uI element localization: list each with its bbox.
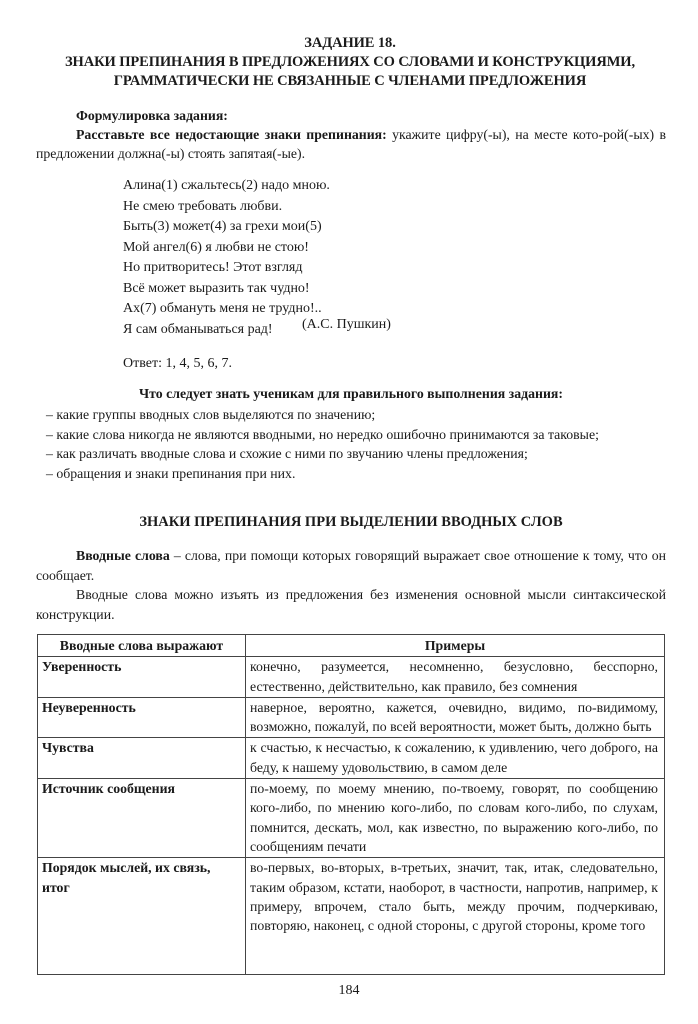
- table-row: [38, 657, 665, 698]
- row-examples: к счастью, к несчастью, к сожалению, к удивлению, чего доброго, на беду, к нашему удовольствию, в самом деле: [246, 738, 665, 779]
- introductory-words-table: [37, 634, 665, 975]
- poem-line: Я сам обманываться рад!: [123, 321, 273, 337]
- row-category: Порядок мыслей, их связь, итог: [38, 858, 246, 975]
- table-row: [38, 858, 665, 975]
- answer: Ответ: 1, 4, 5, 6, 7.: [123, 356, 232, 371]
- knowledge-item: – обращения и знаки препинания при них.: [46, 465, 296, 481]
- table-row: [38, 779, 665, 858]
- section-definition: [36, 546, 666, 624]
- row-category: Чувства: [38, 738, 246, 779]
- poem-line: Алина(1) сжальтесь(2) надо мною.: [123, 178, 330, 193]
- table-header-row: [38, 635, 665, 657]
- definition-term: Вводные слова: [76, 548, 170, 563]
- definition-text: – слова, при помощи которых говорящий выражает свое отношение к тому, что он сообщает.: [36, 548, 666, 583]
- column-header-category: Вводные слова выражают: [38, 635, 246, 657]
- row-examples: наверное, вероятно, кажется, очевидно, видимо, по-видимому, возможно, пожалуй, по всей вероятности, может быть, должно быть: [246, 697, 665, 738]
- table-row: [38, 697, 665, 738]
- poem-line: Не смею требовать любви.: [123, 198, 283, 214]
- row-category: Уверенность: [38, 657, 246, 698]
- table-row: [38, 738, 665, 779]
- definition-note: Вводные слова можно изъять из предложения без изменения основной мысли синтаксической конструкции.: [36, 587, 666, 622]
- knowledge-item: – какие группы вводных слов выделяются по значению;: [46, 407, 376, 422]
- knowledge-item: – какие слова никогда не являются вводными, но нередко ошибочно принимаются за таковые;: [46, 426, 599, 442]
- poem-line: Ах(7) обмануть меня не трудно!..: [123, 301, 322, 316]
- task-instruction: [36, 125, 666, 163]
- knowledge-list: [36, 405, 666, 483]
- page-title-line-2: ГРАММАТИЧЕСКИ НЕ СВЯЗАННЫЕ С ЧЛЕНАМИ ПРЕДЛОЖЕНИЯ: [113, 73, 587, 89]
- row-category: Источник сообщения: [38, 779, 246, 858]
- poem-line: Но притворитесь! Этот взгляд: [123, 260, 303, 275]
- page-title-line-1: ЗНАКИ ПРЕПИНАНИЯ В ПРЕДЛОЖЕНИЯХ СО СЛОВАМИ И КОНСТРУКЦИЯМИ,: [64, 54, 636, 70]
- row-category: Неуверенность: [38, 697, 246, 738]
- column-header-examples: Примеры: [246, 635, 665, 657]
- knowledge-item: – как различать вводные слова и схожие с ними по звучанию члены предложения;: [46, 446, 528, 461]
- task-instruction-text: укажите цифру(-ы), на месте кото-рой(-ых) в предложении должна(-ы) стоять запятая(-ые).: [36, 127, 666, 161]
- page-number: 184: [338, 983, 360, 998]
- task-instruction-bold: Расставьте все недостающие знаки препинания:: [76, 127, 387, 142]
- poem-line: Мой ангел(6) я любви не стою!: [123, 239, 309, 255]
- poem: [123, 176, 330, 340]
- row-examples: во-первых, во-вторых, в-третьих, значит, так, итак, следовательно, таким образом, кстати, наоборот, в частности, напротив, например, к примеру, впрочем, стало быть, между прочим, подчеркиваю, повторяю, наконец, с одной стороны, с другой стороны, кроме того: [246, 858, 665, 975]
- poem-author: (А.С. Пушкин): [302, 317, 391, 332]
- poem-line: Быть(3) может(4) за грехи мои(5): [123, 219, 322, 234]
- row-examples: конечно, разумеется, несомненно, безусловно, бесспорно, естественно, действительно, как правило, без сомнения: [246, 657, 665, 698]
- row-examples: по-моему, по моему мнению, по-твоему, говорят, по сообщению кого-либо, по мнению кого-либо, по словам кого-либо, по слухам, помнится, дескать, мол, как известно, по выражению кого-либо, по сообщениям печати: [246, 779, 665, 858]
- task-heading: Формулировка задания:: [76, 108, 228, 123]
- definition-paragraph: [36, 546, 666, 585]
- poem-line: Всё может выразить так чудно!: [123, 280, 310, 296]
- task-number: ЗАДАНИЕ 18.: [304, 35, 396, 51]
- section-title: ЗНАКИ ПРЕПИНАНИЯ ПРИ ВЫДЕЛЕНИИ ВВОДНЫХ СЛОВ: [139, 514, 563, 530]
- knowledge-heading: Что следует знать ученикам для правильного выполнения задания:: [139, 386, 563, 401]
